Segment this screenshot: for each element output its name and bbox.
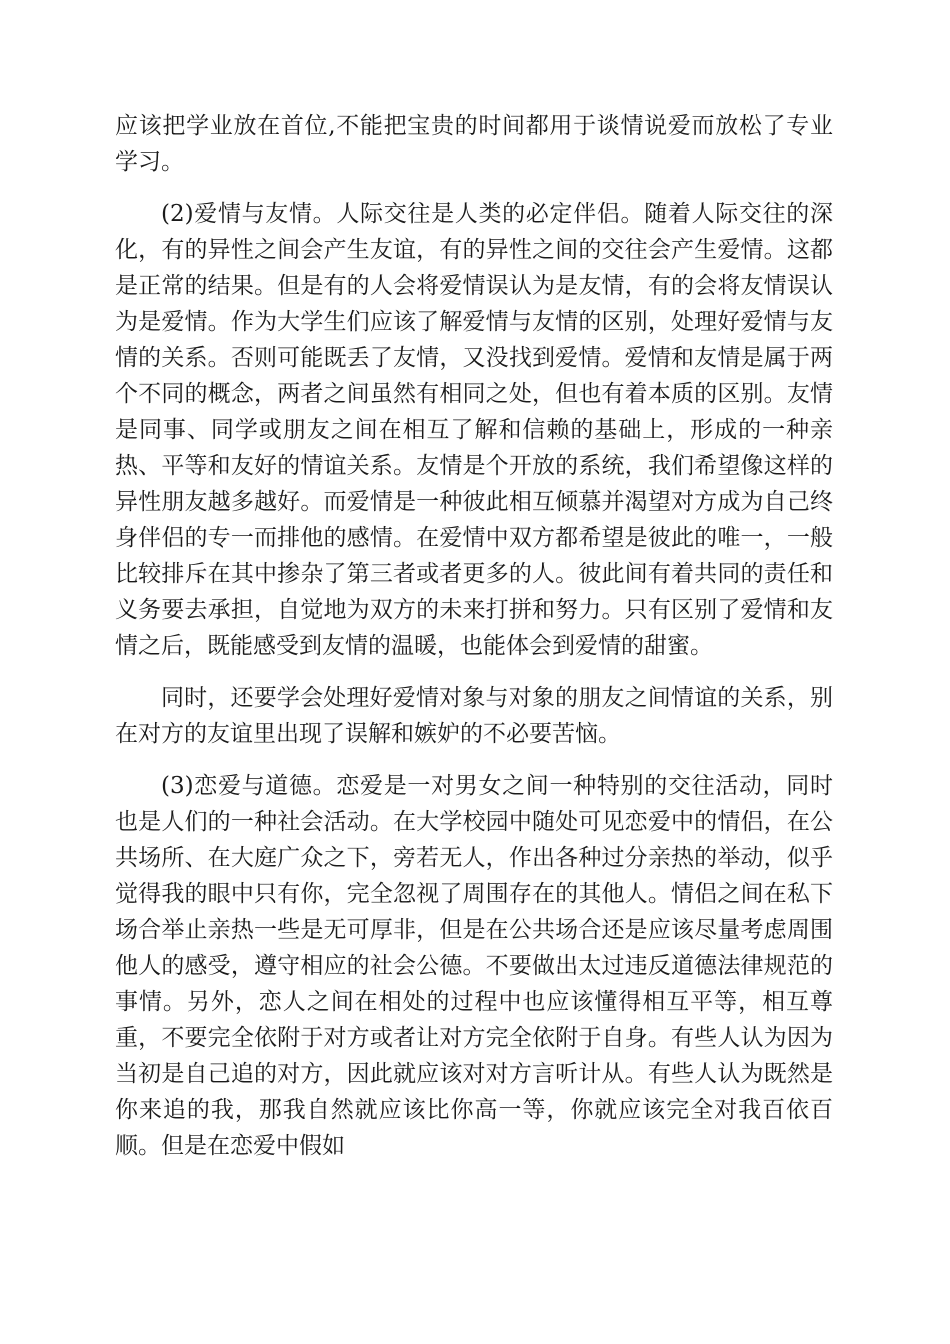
document-body (115, 108, 833, 1164)
paragraph-love-and-friendship: (2)爱情与友情。人际交往是人类的必定伴侣。随着人际交往的深化，有的异性之间会产生友谊，有的异性之间的交往会产生爱情。这都是正常的结果。但是有的人会将爱情误认为是友情，有的会将友情误认为是爱情。作为大学生们应该了解爱情与友情的区别，处理好爱情与友情的关系。否则可能既丢了友情，又没找到爱情。爱情和友情是属于两个不同的概念，两者之间虽然有相同之处，但也有着本质的区别。友情是同事、同学或朋友之间在相互了解和信赖的基础上，形成的一种亲热、平等和友好的情谊关系。友情是个开放的系统，我们希望像这样的异性朋友越多越好。而爱情是一种彼此相互倾慕并渴望对方成为自己终身伴侣的专一而排他的感情。在爱情中双方都希望是彼此的唯一，一般比较排斥在其中掺杂了第三者或者更多的人。彼此间有着共同的责任和义务要去承担，自觉地为双方的未来打拼和努力。只有区别了爱情和友情之后，既能感受到友情的温暖，也能体会到爱情的甜蜜。 (115, 201, 833, 659)
paragraph-continued: 应该把学业放在首位,不能把宝贵的时间都用于谈情说爱而放松了专业学习。 (115, 113, 833, 175)
paragraph-love-and-morality: (3)恋爱与道德。恋爱是一对男女之间一种特别的交往活动，同时也是人们的一种社会活动。在大学校园中随处可见恋爱中的情侣，在公共场所、在大庭广众之下，旁若无人，作出各种过分亲热的举动，似乎觉得我的眼中只有你，完全忽视了周围存在的其他人。情侣之间在私下场合举止亲热一些是无可厚非，但是在公共场合还是应该尽量考虑周围他人的感受，遵守相应的社会公德。不要做出太过违反道德法律规范的事情。另外，恋人之间在相处的过程中也应该懂得相互平等，相互尊重，不要完全依附于对方或者让对方完全依附于自身。有些人认为因为当初是自己追的对方，因此就应该对对方言听计从。有些人认为既然是你来追的我，那我自然就应该比你高一等，你就应该完全对我百依百顺。但是在恋爱中假如 (115, 773, 833, 1159)
paragraph-partner-friends: 同时，还要学会处理好爱情对象与对象的朋友之间情谊的关系，别在对方的友谊里出现了误解和嫉妒的不必要苦恼。 (115, 685, 833, 747)
